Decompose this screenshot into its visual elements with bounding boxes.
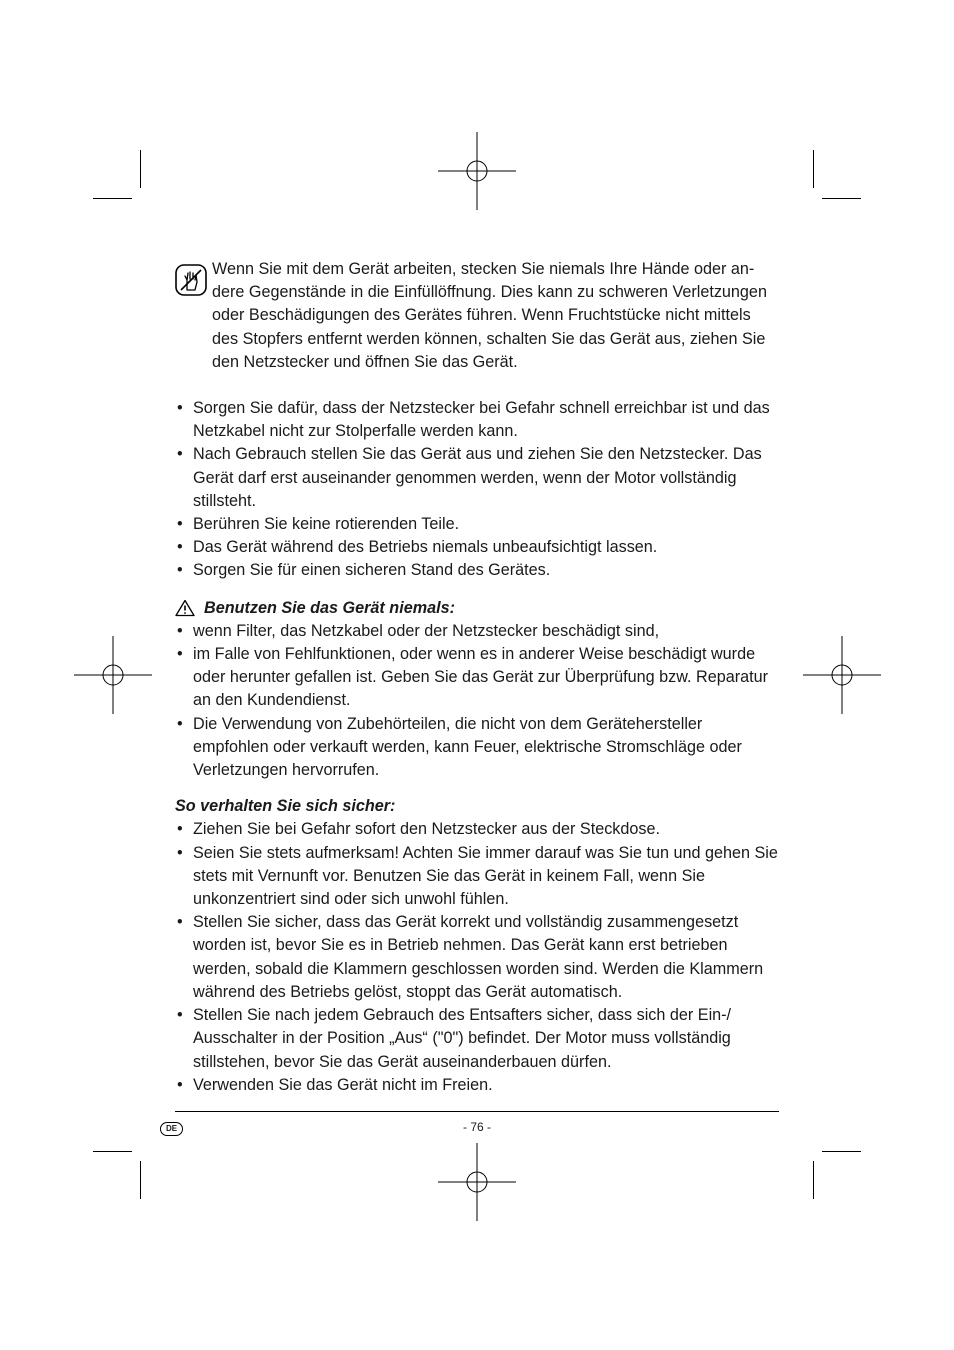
crop-mark <box>813 1161 814 1199</box>
hand-warning-block <box>175 258 779 374</box>
page-content <box>175 258 779 1097</box>
list-item: • Verwenden Sie das Gerät nicht im Freien. <box>175 1074 779 1097</box>
list-item: • Nach Gebrauch stellen Sie das Gerät aus und ziehen Sie den Netzstecker. Das Gerät darf erst auseinander genommen werden, wenn der Motor vollständig stillsteht. <box>175 443 779 513</box>
crop-mark <box>822 1151 861 1152</box>
list-item: • im Falle von Fehlfunktionen, oder wenn es in anderer Weise beschädigt wurde oder herunter gefallen ist. Geben Sie das Gerät zur Überprüfung bzw. Reparatur an den Kundendienst. <box>175 643 779 713</box>
list-item: • Seien Sie stets aufmerksam! Achten Sie immer darauf was Sie tun und gehen Sie stets mit Vernunft vor. Benutzen Sie das Gerät in keinem Fall, wenn Sie unkonzentriert sind oder sich unwohl fühlen. <box>175 842 779 912</box>
list-item: • Das Gerät während des Betriebs niemals unbeaufsichtigt lassen. <box>175 536 779 559</box>
list-item: • Stellen Sie nach jedem Gebrauch des Entsafters sicher, dass sich der Ein-/ Ausschalter in der Position „Aus“ ("0") befindet. Der Motor muss vollständig stillstehen, bevor Sie das Gerät auseinanderbauen dürfen. <box>175 1004 779 1074</box>
never-use-list <box>175 620 779 782</box>
page-number: - 76 - <box>462 1120 491 1134</box>
registration-mark-right <box>803 636 881 714</box>
registration-mark-left <box>74 636 152 714</box>
never-use-heading-text: Benutzen Sie das Gerät niemals: <box>204 598 455 617</box>
list-item: • Sorgen Sie für einen sicheren Stand des Gerätes. <box>175 559 779 582</box>
crop-mark <box>140 1161 141 1199</box>
list-item: • Stellen Sie sicher, dass das Gerät korrekt und vollständig zusammengesetzt worden ist, bevor Sie es in Betrieb nehmen. Das Gerät kann erst betrieben werden, sobald die Klammern geschlossen worden sind. Werden die Klammern während des Betriebs gelöst, stoppt das Gerät automatisch. <box>175 911 779 1004</box>
never-use-heading <box>175 597 779 620</box>
no-hands-icon <box>175 264 207 296</box>
list-item: • Ziehen Sie bei Gefahr sofort den Netzstecker aus der Steckdose. <box>175 818 779 841</box>
crop-mark <box>140 150 141 188</box>
safe-behavior-list <box>175 818 779 1096</box>
crop-mark <box>93 198 132 199</box>
crop-mark <box>93 1151 132 1152</box>
list-item: • wenn Filter, das Netzkabel oder der Netzstecker beschädigt sind, <box>175 620 779 643</box>
list-item: • Die Verwendung von Zubehörteilen, die nicht von dem Gerätehersteller empfohlen oder verkauft werden, kann Feuer, elektrische Stromschläge oder Verletzungen hervorrufen. <box>175 713 779 783</box>
footer-divider <box>175 1111 779 1112</box>
warning-triangle-icon <box>175 599 195 617</box>
registration-mark-bottom <box>438 1143 516 1221</box>
general-safety-list <box>175 397 779 583</box>
list-item: • Berühren Sie keine rotierenden Teile. <box>175 513 779 536</box>
crop-mark <box>822 198 861 199</box>
safe-behavior-heading-text: So verhalten Sie sich sicher: <box>175 797 396 816</box>
list-item: • Sorgen Sie dafür, dass der Netzstecker bei Gefahr schnell erreichbar ist und das Netzkabel nicht zur Stolperfalle werden kann. <box>175 397 779 443</box>
hand-warning-text: Wenn Sie mit dem Gerät arbeiten, stecken Sie niemals Ihre Hände oder andere Gegenstände in die Einfüllöffnung. Dies kann zu schweren Verletzungen oder Beschädigungen des Gerätes führen. Wenn Fruchtstücke nicht mittels des Stopfers entfernt werden können, schalten Sie das Gerät aus, ziehen Sie den Netzstecker und öffnen Sie das Gerät. <box>212 260 767 371</box>
safe-behavior-heading <box>175 795 779 818</box>
registration-mark-top <box>438 132 516 210</box>
language-badge: DE <box>160 1122 183 1136</box>
crop-mark <box>813 150 814 188</box>
